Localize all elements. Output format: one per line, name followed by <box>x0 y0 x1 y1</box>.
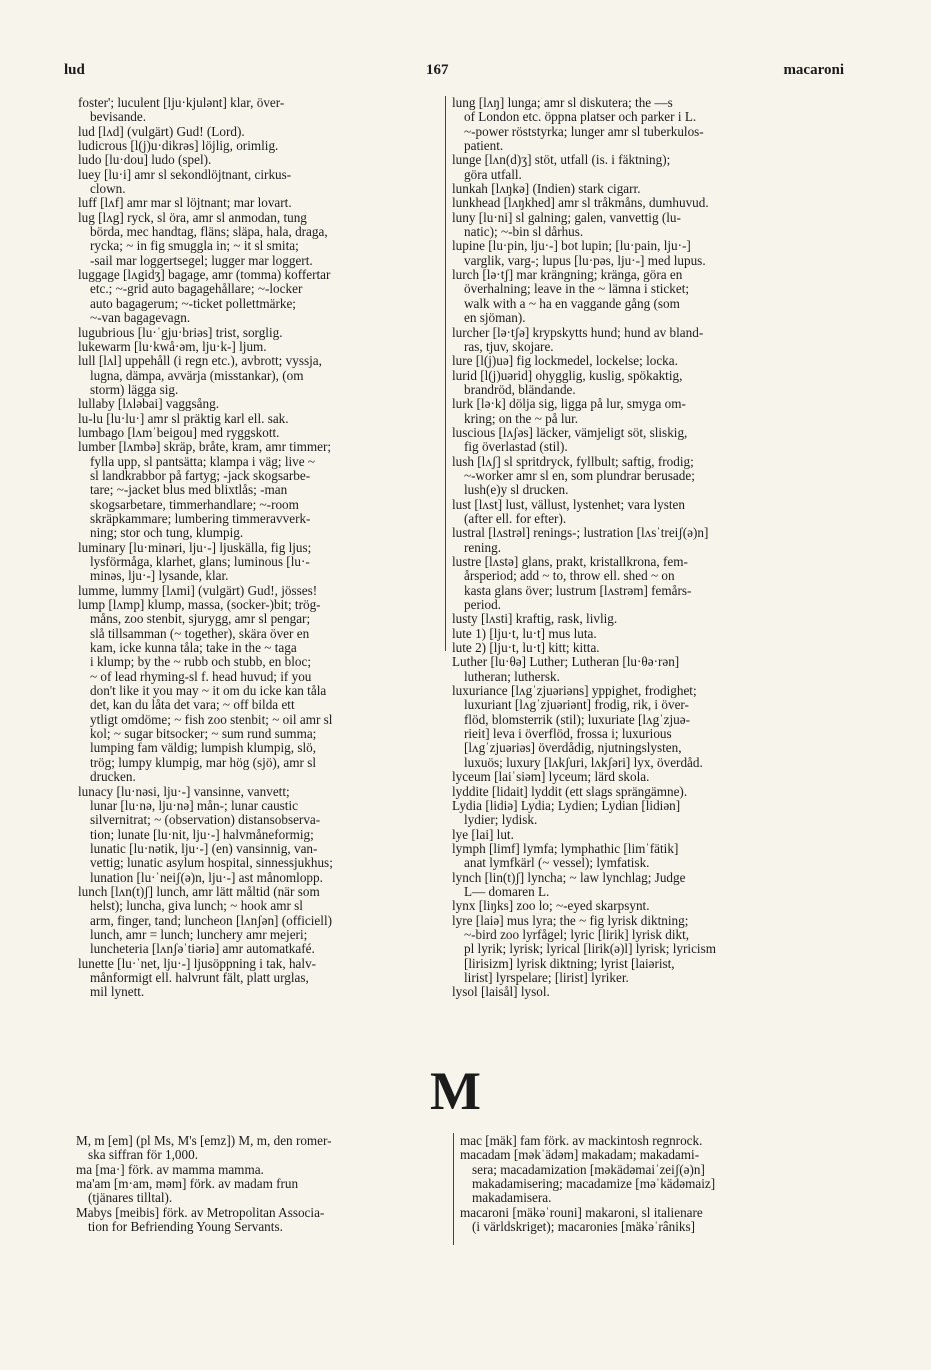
entry-line: lung [lʌŋ] lunga; amr sl diskutera; the —s <box>452 95 673 110</box>
entry-line: lute 2) [lju·t, lu·t] kitt; kitta. <box>452 640 600 656</box>
right-column <box>452 95 830 1000</box>
entry-line: kol; ~ sugar bitsocker; ~ sum rund summa; <box>90 726 317 742</box>
entry-line: ludicrous [l(j)u·dikrəs] löjlig, orimlig. <box>78 138 279 154</box>
entry-line: rening. <box>464 539 501 555</box>
entry-line: natic); ~-bin sl dårhus. <box>464 224 584 240</box>
entry-line: ~-power röststyrka; lunger amr sl tuberkulos- <box>464 123 704 139</box>
entry-line: drucken. <box>90 769 136 785</box>
entry-line: börda, mec handtag, fläns; släpa, hala, draga, <box>90 224 328 240</box>
entry-line: luxuös; luxury [lʌkʃuri, lʌkʃəri] lyx, överdåd. <box>464 754 703 770</box>
section-letter: M <box>430 1061 481 1121</box>
entry-line: ma [ma·] förk. av mamma mamma. <box>76 1161 264 1177</box>
entry-line: macadam [məkˈädəm] makadam; makadami- <box>460 1147 700 1163</box>
entry-line: lush [lʌʃ] sl spritdryck, fyllbult; saftig, frodig; <box>452 453 694 469</box>
entry-line: luxuriance [lʌgˈzjuəriəns] yppighet, frodighet; <box>452 683 697 699</box>
entry-line: patient. <box>464 138 504 154</box>
column-divider <box>445 96 446 651</box>
entry-line: lunatic [lu·nətik, lju·-] (en) vansinnig, van- <box>90 840 318 856</box>
entry-line: -sail mar loggertsegel; lugger mar loggert. <box>90 252 313 268</box>
entry-line: luminary [lu·minəri, lju·-] ljuskälla, fig ljus; <box>78 539 312 555</box>
entry-line: lysförmåga, klarhet, glans; luminous [lu·- <box>90 554 310 569</box>
entry-line: lure [l(j)uə] fig lockmedel, lockelse; locka. <box>452 353 678 369</box>
entry-line: minəs, lju·-] lysande, klar. <box>90 568 229 584</box>
entry-line: etc.; ~-grid auto bagagehållare; ~-locker <box>90 281 303 297</box>
entry-line: helst); luncha, giva lunch; ~ hook amr sl <box>90 898 303 914</box>
entry-line: lush(e)y sl drucken. <box>464 482 569 498</box>
entry-line: makadamisering; macadamize [məˈkädəmaiz] <box>472 1176 716 1192</box>
entry-line: ~-worker amr sl en, som plundrar berusade; <box>464 467 695 483</box>
page-number: 167 <box>426 62 449 78</box>
entry-line: luggage [lʌgidʒ] bagage, amr (tomma) koffertar <box>78 267 331 283</box>
entry-line: of London etc. öppna platser och parker i L. <box>464 109 697 125</box>
entry-line: makadamisera. <box>472 1190 552 1206</box>
entry-line: lupine [lu·pin, lju·-] bot lupin; [lu·pain, lju·-] <box>452 238 691 254</box>
entry-line: storm) lägga sig. <box>90 381 179 397</box>
entry-line: vettig; lunatic asylum hospital, sinnessjukhus; <box>90 855 333 871</box>
entry-line: L— domaren L. <box>464 883 550 899</box>
entry-line: lust [lʌst] lust, vällust, lystenhet; vara lysten <box>452 496 685 512</box>
entry-line: arm, finger, tand; luncheon [lʌnʃən] (officiell) <box>90 912 333 928</box>
left-guide-word: lud <box>64 62 85 78</box>
entry-line: lydier; lydisk. <box>464 812 538 828</box>
entry-line: skräpkammare; lumbering timmeravverk- <box>90 510 311 526</box>
entry-line: lunch [lʌn(t)ʃ] lunch, amr lätt måltid (när som <box>78 883 320 899</box>
entry-line: ning; stor och tung, klumpig. <box>90 525 244 541</box>
entry-line: pl lyrik; lyrisk; lyrical [lirik(ə)l] lyrisk; lyricism <box>464 941 716 957</box>
entry-line: lurch [lə·tʃ] mar krängning; kränga, göra en <box>452 267 683 283</box>
entry-line: [lʌgˈzjuəriəs] överdådig, njutningslysten, <box>464 740 682 756</box>
entry-line: lustral [lʌstrəl] renings-; lustration [lʌsˈtreiʃ(ə)n] <box>452 525 709 541</box>
entry-line: luny [lu·ni] sl galning; galen, vanvettig (lu- <box>452 209 681 225</box>
entry-line: lurk [lə·k] dölja sig, ligga på lur, smyga om- <box>452 396 686 412</box>
entry-line: ska siffran för 1,000. <box>88 1147 198 1163</box>
entry-line: auto bagagerum; ~-ticket pollettmärke; <box>90 295 296 311</box>
entry-line: (after ell. for efter). <box>464 510 567 526</box>
right-guide-word: macaroni <box>783 62 844 78</box>
entry-line: trög; lumpy klumpig, mar hög (sjö), amr sl <box>90 754 316 770</box>
entry-line: lurcher [lə·tʃə] krypskytts hund; hund av bland- <box>452 324 704 340</box>
entry-line: lumme, lummy [lʌmi] (vulgärt) Gud!, jösses! <box>78 582 318 598</box>
entry-line: fig överlastad (stil). <box>464 439 568 455</box>
entry-line: luey [lu·i] amr sl sekondlöjtnant, cirkus- <box>78 166 292 182</box>
entry-line: clown. <box>90 181 126 197</box>
entry-line: brandröd, bländande. <box>464 381 576 397</box>
entry-line: sl landkrabbor på fartyg; -jack skogsarbe- <box>90 467 311 483</box>
entry-line: mac [mäk] fam förk. av mackintosh regnrock. <box>460 1133 703 1148</box>
entry-line: kring; on the ~ på lur. <box>464 410 579 426</box>
entry-line: bevisande. <box>90 109 147 125</box>
entry-line: luff [lʌf] amr mar sl löjtnant; mar lovart. <box>78 195 292 211</box>
entry-line: lynx [liŋks] zoo lo; ~-eyed skarpsynt. <box>452 898 650 914</box>
entry-line: slå tillsamman (~ together), skära över en <box>90 625 310 641</box>
entry-line: lunge [lʌn(d)ʒ] stöt, utfall (is. i fäktning); <box>452 152 671 168</box>
entry-line: flöd, blomsterrik (stil); luxuriate [lʌgˈzjuə- <box>464 711 690 727</box>
entry-line: lullaby [lʌləbai] vaggsång. <box>78 396 219 412</box>
entry-line: Luther [lu·θə] Luther; Lutheran [lu·θə·rən] <box>452 654 680 670</box>
entry-line: lunar [lu·nə, lju·nə] mån-; lunar caustic <box>90 797 298 813</box>
entry-line: lud [lʌd] (vulgärt) Gud! (Lord). <box>78 123 245 139</box>
entry-line: lumber [lʌmbə] skräp, bråte, kram, amr timmer; <box>78 439 332 455</box>
entry-line: måns, zoo stenbit, sjurygg, amr sl pengar; <box>90 611 311 627</box>
entry-line: lugubrious [lu·ˈgju·briəs] trist, sorglig. <box>78 324 283 340</box>
entry-line: lye [lai] lut. <box>452 826 514 842</box>
entry-line: lunch, amr = lunch; lunchery amr mejeri; <box>90 926 308 942</box>
entry-line: M, m [em] (pl Ms, M's [emz]) M, m, den romer- <box>76 1133 332 1148</box>
entry-line: lump [lʌmp] klump, massa, (socker-)bit; trög- <box>78 597 321 613</box>
entry-line: lunacy [lu·nəsi, lju·-] vansinne, vanvett; <box>78 783 290 799</box>
entry-line: lutheran; luthersk. <box>464 668 560 684</box>
entry-line: lugna, dämpa, avvärja (misstankar), (om <box>90 367 304 383</box>
entry-line: i klump; by the ~ rubb och stubb, en bloc; <box>90 654 312 670</box>
entry-line: rieit] leva i överflöd, frossa i; luxurious <box>464 726 672 742</box>
entry-line: en sjöman). <box>464 310 526 326</box>
entry-line: lunette [lu·ˈnet, lju·-] ljusöppning i tak, halv- <box>78 955 317 971</box>
entry-line: ma'am [m·am, məm] förk. av madam frun <box>76 1176 299 1192</box>
entry-line: foster'; luculent [lju·kjulənt] klar, över- <box>78 95 285 110</box>
page-header <box>64 62 844 84</box>
entry-line: lurid [l(j)uərid] ohygglig, kuslig, spökaktig, <box>452 367 683 383</box>
entry-line: period. <box>464 597 501 613</box>
entry-line: mil lynett. <box>90 984 145 1000</box>
entry-line: rycka; ~ in fig smuggla in; ~ it sl smita; <box>90 238 299 254</box>
entry-line: macaroni [mäkəˈrouni] makaroni, sl italienare <box>460 1204 703 1220</box>
entry-line: [lirisizm] lyrisk diktning; lyrist [laiərist, <box>464 955 675 971</box>
entry-line: tion for Befriending Young Servants. <box>88 1219 283 1235</box>
entry-line: lirist] lyrspelare; [lirist] lyriker. <box>464 969 629 985</box>
entry-line: (i världskriget); macaronies [mäkəˈrâniks] <box>472 1219 695 1235</box>
entry-line: lynch [lin(t)ʃ] lyncha; ~ law lynchlag; Judge <box>452 869 686 885</box>
entry-line: det, kan du låta det vara; ~ off bilda ett <box>90 697 295 713</box>
entry-line: ~-bird zoo lyrfågel; lyric [lirik] lyrisk dikt, <box>464 926 690 942</box>
entry-line: skogsarbetare, timmerhandlare; ~-room <box>90 496 299 512</box>
entry-line: lumping fam väldig; lumpish klumpig, slö, <box>90 740 317 756</box>
entry-line: lusty [lʌsti] kraftig, rask, livlig. <box>452 611 618 627</box>
entry-line: don't like it you may ~ it om du icke kan tåla <box>90 683 327 699</box>
entry-line: överhalning; leave in the ~ lämna i sticket; <box>464 281 690 297</box>
entry-line: lunation [lu·ˈneiʃ(ə)n, lju·-] ast månomlopp. <box>90 869 323 885</box>
m-left-column <box>76 1134 446 1254</box>
m-right-column <box>460 1134 832 1254</box>
entry-line: lug [lʌg] ryck, sl öra, amr sl anmodan, tung <box>78 209 307 225</box>
entry-line: lymph [limf] lymfa; lymphathic [limˈfätik] <box>452 840 679 856</box>
entry-line: lysol [laisål] lysol. <box>452 984 550 1000</box>
m-column-divider <box>453 1133 454 1245</box>
entry-line: sera; macadamization [məkädəmaiˈzeiʃ(ə)n] <box>472 1161 705 1177</box>
entry-line: lunkhead [lʌŋkhed] amr sl tråkmåns, dumhuvud. <box>452 195 709 211</box>
entry-line: göra utfall. <box>464 166 522 182</box>
entry-line: silvernitrat; ~ (observation) distansobserva- <box>90 812 321 828</box>
entry-line: tion; lunate [lu·nit, lju·-] halvmåneformig; <box>90 826 314 842</box>
entry-line: anat lymfkärl (~ vessel); lymfatisk. <box>464 855 650 871</box>
entry-line: ludo [lu·dou] ludo (spel). <box>78 152 212 168</box>
entry-line: luscious [lʌʃəs] läcker, vämjeligt söt, sliskig, <box>452 424 688 440</box>
entry-line: Lydia [lidiə] Lydia; Lydien; Lydian [lidiən] <box>452 797 681 813</box>
entry-line: lyceum [laiˈsiəm] lyceum; lärd skola. <box>452 769 650 785</box>
entry-line: fylla upp, sl pantsätta; klampa i väg; live ~ <box>90 453 316 469</box>
entry-line: lu-lu [lu·lu·] amr sl präktig karl ell. sak. <box>78 410 289 426</box>
entry-line: ytligt omdöme; ~ fish zoo stenbit; ~ oil amr sl <box>90 711 333 727</box>
entry-line: lull [lʌl] uppehåll (i regn etc.), avbrott; vyssja, <box>78 353 322 369</box>
entry-line: tare; ~-jacket blus med blixtlås; -man <box>90 482 288 498</box>
entry-line: årsperiod; add ~ to, throw ell. shed ~ on <box>464 568 675 584</box>
entry-line: lute 1) [lju·t, lu·t] mus luta. <box>452 625 597 641</box>
entry-line: kam, icke kunna tåla; take in the ~ taga <box>90 640 297 656</box>
entry-line: walk with a ~ ha en vaggande gång (som <box>464 295 680 311</box>
left-column <box>78 95 440 1000</box>
entry-line: ras, tjuv, skojare. <box>464 338 554 354</box>
entry-line: lyddite [lidait] lyddit (ett slags sprängämne). <box>452 783 688 799</box>
entry-line: luxuriant [lʌgˈzjuəriənt] frodig, rik, i över- <box>464 697 689 713</box>
entry-line: lyre [laiə] mus lyra; the ~ fig lyrisk diktning; <box>452 912 689 928</box>
entry-line: lukewarm [lu·kwå·əm, lju·k-] ljum. <box>78 338 267 354</box>
entry-line: Mabys [meibis] förk. av Metropolitan Associa- <box>76 1204 325 1220</box>
entry-line: ~-van bagagevagn. <box>90 310 191 326</box>
entry-line: ~ of lead rhyming-sl f. head huvud; if you <box>90 668 312 684</box>
entry-line: kasta glans över; lustrum [lʌstrəm] femårs- <box>464 582 692 598</box>
entry-line: lunkah [lʌŋkə] (Indien) stark cigarr. <box>452 181 641 197</box>
entry-line: (tjänares tilltal). <box>88 1190 173 1206</box>
entry-line: lumbago [lʌmˈbeigou] med ryggskott. <box>78 424 280 440</box>
entry-line: månformigt ell. halvrunt fält, platt urglas, <box>90 969 309 985</box>
entry-line: lustre [lʌstə] glans, prakt, kristallkrona, fem- <box>452 554 688 569</box>
entry-line: luncheteria [lʌnʃəˈtiəriə] amr automatkafé. <box>90 941 315 957</box>
entry-line: varglik, varg-; lupus [lu·pəs, lju·-] med lupus. <box>464 252 706 268</box>
